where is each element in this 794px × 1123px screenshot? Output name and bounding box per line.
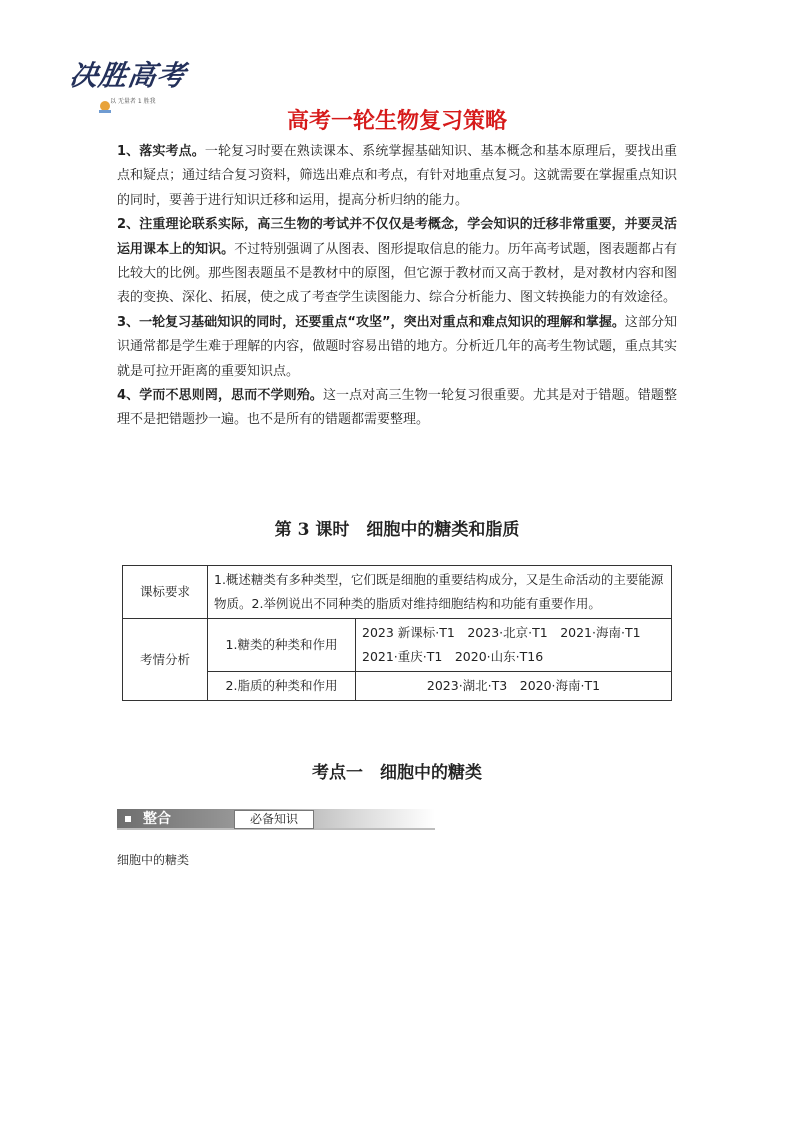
section-title: 考点一 细胞中的糖类 <box>312 763 482 783</box>
strategy-text: 不过特别强调了从图表、图形提取信息的能力。历年高考试题，图表题都占有比较大的比例。那些图表题虽不是教材中的原图，但它源于教材而又高于教材，是对教材内容和图表的变换、深化、拓展，使之成了考查学生读图能力、综合分析能力、图文转换能力的有效途径。 <box>117 241 677 306</box>
document-title: 高考一轮生物复习策略 <box>286 109 507 134</box>
strategy-text: 这一点对高三生物一轮复习很重要。尤其是对于错题。错题整理不是把错题抄一遍。也不是所有的错题都需要整理。 <box>117 388 677 428</box>
curriculum-table <box>122 565 672 701</box>
banner-tag <box>125 809 171 829</box>
exam-cell: 2023·湖北·T3 2020·海南·T1 <box>356 672 672 701</box>
strategy-lead: 2、注重理论联系实际，高三生物的考试并不仅仅是考概念，学会知识的迁移非常重要，并要灵活运用课本上的知识。 <box>117 217 677 257</box>
strategy-item <box>117 213 677 311</box>
req-label-cell: 课标要求 <box>123 566 208 619</box>
strategy-item <box>117 140 677 213</box>
square-bullet-icon <box>125 816 131 822</box>
table-row <box>123 619 672 672</box>
strategy-text: 这部分知识通常都是学生难于理解的内容，做题时容易出错的地方。分析近几年的高考生物试题，重点其实就是可拉开距离的重要知识点。 <box>117 314 677 379</box>
topic-cell: 2.脂质的种类和作用 <box>208 672 356 701</box>
strategy-text: 一轮复习时要在熟读课本、系统掌握基础知识、基本概念和基本原理后，要找出重点和疑点；通过结合复习资料，筛选出难点和考点，有针对地重点复习。这就需要在掌握重点知识的同时，要善于进行知识迁移和运用，提高分析归纳的能力。 <box>117 144 677 208</box>
strategy-list <box>117 140 677 433</box>
exam-cell: 2023 新课标·T1 2023·北京·T1 2021·海南·T1 2021·重庆·T1 2020·山东·T16 <box>356 619 672 672</box>
strategy-item <box>117 384 677 433</box>
topic-cell: 1.糖类的种类和作用 <box>208 619 356 672</box>
strategy-lead: 4、学而不思则罔，思而不学则殆。 <box>117 388 323 404</box>
req-text-cell: 1.概述糖类有多种类型，它们既是细胞的重要结构成分，又是生命活动的主要能源物质。2.举例说出不同种类的脂质对维持细胞结构和功能有重要作用。 <box>208 566 672 619</box>
logo-text: 决胜高考 <box>67 59 189 92</box>
strategy-lead: 1、落实考点。 <box>117 144 205 159</box>
logo-subtext: 以 无量者 1 胜我 <box>110 98 156 105</box>
table-row <box>123 566 672 619</box>
strategy-lead: 3、一轮复习基础知识的同时，还要重点“攻坚”，突出对重点和难点知识的理解和掌握。 <box>117 314 625 330</box>
strategy-item <box>117 311 677 384</box>
banner-box-label: 必备知识 <box>234 810 314 829</box>
analysis-label-cell: 考情分析 <box>123 619 208 701</box>
body-heading: 细胞中的糖类 <box>117 853 190 867</box>
section-banner <box>117 807 435 831</box>
lesson-title: 第 3 课时 细胞中的糖类和脂质 <box>274 520 520 540</box>
banner-tag-label: 整合 <box>143 811 171 827</box>
